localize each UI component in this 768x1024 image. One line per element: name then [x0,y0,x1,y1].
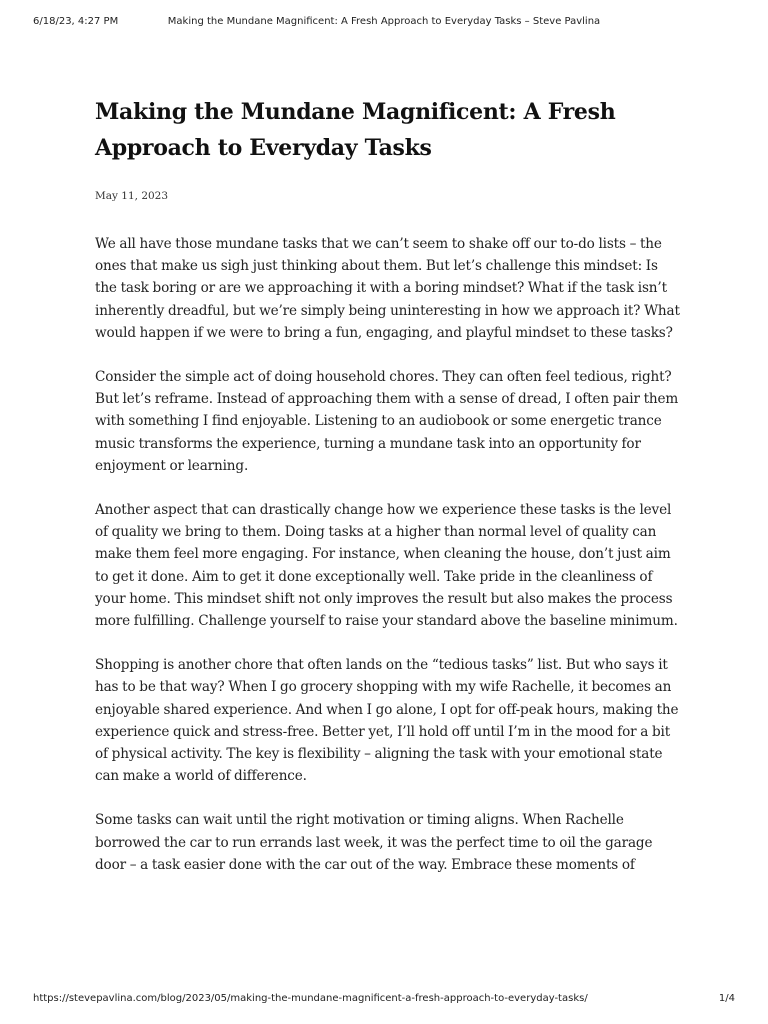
print-url[interactable]: https://stevepavlina.com/blog/2023/05/making-the-mundane-magnificent-a-fresh-approach-to-everyday-tasks/ [33,993,588,1004]
paragraph: Another aspect that can drastically change how we experience these tasks is the level of quality we bring to them. Doing tasks at a higher than normal level of quality can make them feel more engaging. For instance, when cleaning the house, don’t just aim to get it done. Aim to get it done exceptionally well. Take pride in the cleanliness of your home. This mindset shift not only improves the result but also makes the process more fulfilling. Challenge yourself to raise your standard above the baseline minimum. [95,502,678,630]
paragraph: Shopping is another chore that often lands on the “tedious tasks” list. But who says it has to be that way? When I go grocery shopping with my wife Rachelle, it becomes an enjoyable shared experience. And when I go alone, I opt for off-peak hours, making the experience quick and stress-free. Better yet, I’ll hold off until I’m in the mood for a bit of physical activity. The key is flexibility – aligning the task with your emotional state can make a world of difference. [95,657,679,785]
post-date: May 11, 2023 [95,190,169,202]
paragraph: Some tasks can wait until the right motivation or timing aligns. When Rachelle borrowed the car to run errands last week, it was the perfect time to oil the garage door – a task easier done with the car out of the way. Embrace these moments of [95,812,653,873]
print-header [0,16,768,30]
page-number: 1/4 [718,993,735,1004]
paragraph: Consider the simple act of doing household chores. They can often feel tedious, right? But let’s reframe. Instead of approaching them with a sense of dread, I often pair them with something I find enjoyable. Listening to an audiobook or some energetic trance music transforms the experience, turning a mundane task into an opportunity for enjoyment or learning. [95,369,679,474]
paragraph: We all have those mundane tasks that we can’t seem to shake off our to-do lists – the ones that make us sigh just thinking about them. But let’s challenge this mindset: Is the task boring or are we approaching it with a boring mindset? What if the task isn’t inherently dreadful, but we’re simply being uninteresting in how we approach it? What would happen if we were to bring a fun, engaging, and playful mindset to these tasks? [95,236,680,341]
article [95,94,680,898]
print-datetime: 6/18/23, 4:27 PM [33,16,119,27]
article-body [95,233,680,876]
article-title: Making the Mundane Magnificent: A Fresh Approach to Everyday Tasks [95,99,616,161]
print-footer [0,993,768,1007]
print-doc-title: Making the Mundane Magnificent: A Fresh Approach to Everyday Tasks – Steve Pavlina [167,16,601,27]
